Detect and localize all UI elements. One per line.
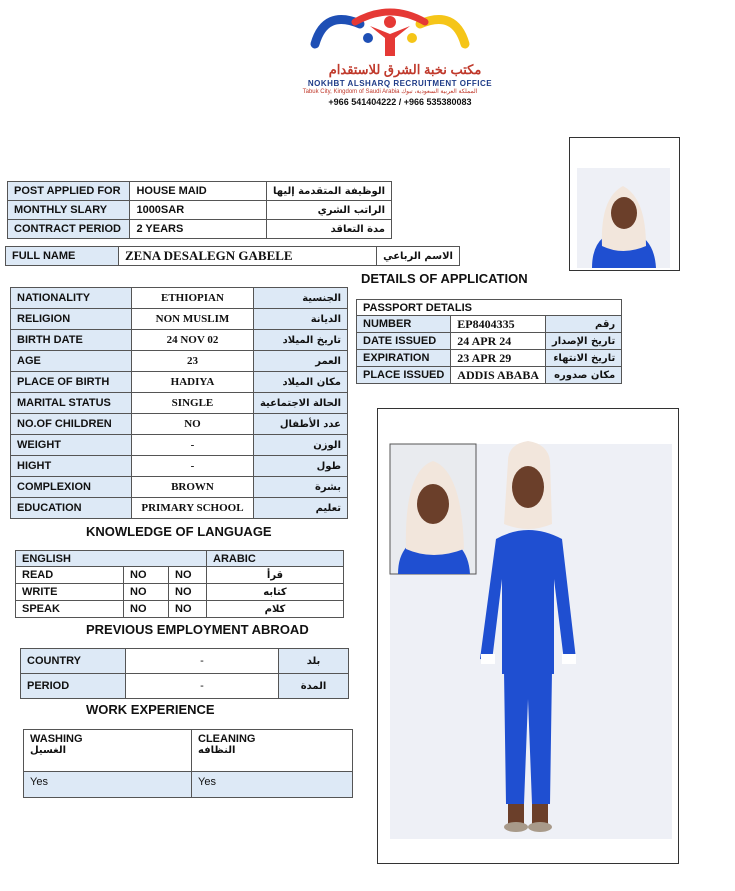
passport-label: PLACE ISSUED [357,367,451,384]
details-label-arabic: تاريخ الميلاد [253,330,347,351]
details-row [11,288,348,309]
job-label-arabic: الوظيفة المتقدمة إليها [267,182,392,201]
job-table [7,181,392,239]
passport-value: EP8404335 [451,316,546,333]
employment-label: COUNTRY [21,649,126,674]
language-arabic-value: NO [169,584,207,601]
full-name-label: FULL NAME [6,247,119,266]
language-english-value: NO [124,584,169,601]
language-skill-arabic: قرأ [207,567,344,584]
passport-label: DATE ISSUED [357,333,451,350]
full-body-image [378,409,676,861]
passport-row [357,350,622,367]
language-skill-arabic: كتابه [207,584,344,601]
work-cleaning-ar: النظافه [198,745,236,756]
language-col-english: ENGLISH [16,551,207,567]
work-cleaning-value: Yes [192,772,353,798]
details-value: NO [131,414,253,435]
work-table [23,729,353,798]
details-label-arabic: العمر [253,351,347,372]
details-label-arabic: الديانة [253,309,347,330]
details-row [11,498,348,519]
passport-title-row [357,300,622,316]
job-value: 1000SAR [130,201,267,220]
details-label: AGE [11,351,132,372]
passport-row [357,316,622,333]
employment-label-arabic: بلد [279,649,349,674]
office-name-arabic: مكتب نخبة الشرق للاستقدام [328,62,482,77]
details-label: COMPLEXION [11,477,132,498]
job-label-arabic: مدة التعاقد [267,220,392,239]
passport-row [357,367,622,384]
details-label-arabic: طول [253,456,347,477]
job-label: MONTHLY SLARY [8,201,130,220]
job-row [8,220,392,239]
details-label: RELIGION [11,309,132,330]
employment-row [21,674,349,699]
details-label: NO.OF CHILDREN [11,414,132,435]
language-arabic-value: NO [169,601,207,618]
passport-value: 23 APR 29 [451,350,546,367]
details-label: EDUCATION [11,498,132,519]
work-col-washing [24,730,192,772]
work-cleaning-en: CLEANING [198,733,256,745]
passport-label-arabic: تاريخ الإصدار [545,333,621,350]
work-washing-en: WASHING [30,733,83,745]
job-value: 2 YEARS [130,220,267,239]
job-value: HOUSE MAID [130,182,267,201]
language-skill: SPEAK [16,601,124,618]
full-name-row [6,247,460,266]
details-value: PRIMARY SCHOOL [131,498,253,519]
job-row [8,182,392,201]
employment-label-arabic: المدة [279,674,349,699]
job-label-arabic: الراتب الشري [267,201,392,220]
full-name-value: ZENA DESALEGN GABELE [119,247,377,266]
work-value-row [24,772,353,798]
employment-table [20,648,349,699]
work-col-cleaning [192,730,353,772]
job-label: CONTRACT PERIOD [8,220,130,239]
passport-value: ADDIS ABABA [451,367,546,384]
details-label-arabic: الحالة الاجتماعية [253,393,347,414]
job-label: POST APPLIED FOR [8,182,130,201]
office-address: Tabuk City, Kingdom of Saudi Arabia المملكة العربية السعودية، تبوك [302,89,478,95]
details-label: WEIGHT [11,435,132,456]
passport-label-arabic: مكان صدوره [545,367,621,384]
details-value: HADIYA [131,372,253,393]
language-heading: KNOWLEDGE OF LANGUAGE [86,524,272,539]
employment-label: PERIOD [21,674,126,699]
details-label-arabic: الجنسية [253,288,347,309]
details-value: - [131,456,253,477]
details-label: HIGHT [11,456,132,477]
language-col-arabic: ARABIC [207,551,344,567]
employment-row [21,649,349,674]
passport-title: PASSPORT DETALIS [357,300,622,316]
details-value: NON MUSLIM [131,309,253,330]
details-label-arabic: تعليم [253,498,347,519]
passport-label-arabic: رقم [545,316,621,333]
applicant-photo-full [377,408,679,864]
details-value: 23 [131,351,253,372]
applicant-photo-small [569,137,680,271]
portrait-image [570,138,677,268]
details-value: - [131,435,253,456]
passport-label: NUMBER [357,316,451,333]
details-table [10,287,348,519]
passport-label: EXPIRATION [357,350,451,367]
details-label-arabic: مكان الميلاد [253,372,347,393]
logo-graphic [300,4,480,64]
details-label-arabic: الوزن [253,435,347,456]
office-phones: +966 541404222 / +966 535380083 [328,97,472,107]
details-row [11,477,348,498]
work-washing-ar: الغسيل [30,745,67,756]
details-label: BIRTH DATE [11,330,132,351]
language-table [15,550,344,618]
details-label: MARITAL STATUS [11,393,132,414]
passport-table [356,299,622,384]
details-value: BROWN [131,477,253,498]
language-header-row [16,551,344,567]
passport-label-arabic: تاريخ الانتهاء [545,350,621,367]
details-heading: DETAILS OF APPLICATION [361,271,528,286]
language-english-value: NO [124,601,169,618]
details-row [11,414,348,435]
language-english-value: NO [124,567,169,584]
details-value: 24 NOV 02 [131,330,253,351]
details-row [11,435,348,456]
language-row [16,567,344,584]
language-skill-arabic: كلام [207,601,344,618]
details-value: SINGLE [131,393,253,414]
details-label: PLACE OF BIRTH [11,372,132,393]
work-heading: WORK EXPERIENCE [86,702,215,717]
language-skill: READ [16,567,124,584]
work-washing-value: Yes [24,772,192,798]
details-row [11,330,348,351]
details-label-arabic: بشرة [253,477,347,498]
full-name-label-arabic: الاسم الرباعي [377,247,460,266]
details-label: NATIONALITY [11,288,132,309]
details-row [11,351,348,372]
details-row [11,309,348,330]
employment-value: - [126,649,279,674]
passport-value: 24 APR 24 [451,333,546,350]
work-header-row [24,730,353,772]
job-row [8,201,392,220]
details-row [11,393,348,414]
full-name-table [5,246,460,266]
details-value: ETHIOPIAN [131,288,253,309]
details-row [11,456,348,477]
language-arabic-value: NO [169,567,207,584]
language-skill: WRITE [16,584,124,601]
employment-value: - [126,674,279,699]
employment-heading: PREVIOUS EMPLOYMENT ABROAD [86,622,309,637]
details-label-arabic: عدد الأطفال [253,414,347,435]
passport-row [357,333,622,350]
language-row [16,584,344,601]
office-name-english: NOKHBT ALSHARQ RECRUITMENT OFFICE [307,79,493,88]
logo [300,4,480,64]
language-row [16,601,344,618]
details-row [11,372,348,393]
